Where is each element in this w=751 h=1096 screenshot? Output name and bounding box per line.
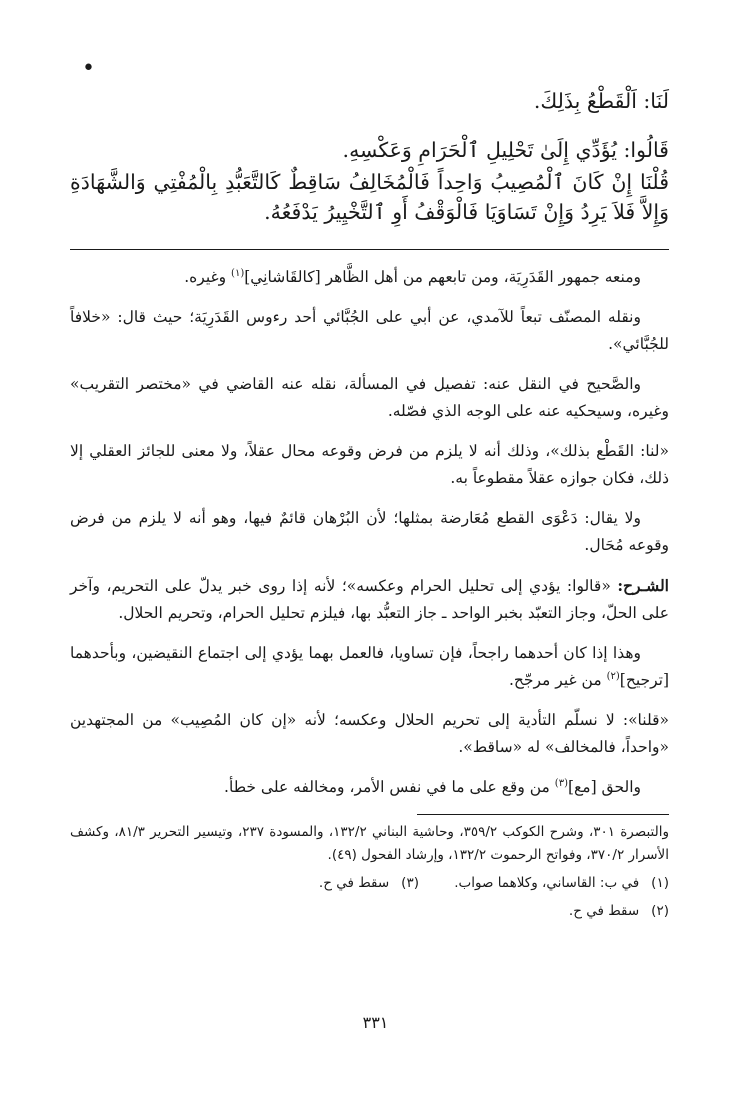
footnote-ref-1: (١) (231, 267, 245, 279)
commentary-paragraph-1: ومنعه جمهور القَدَرِيَة، ومن تابعهم من أهل الظَّاهر [كالقَاشانِي]$^{(١)}$ وغيره. (184, 267, 641, 286)
section-divider (70, 249, 669, 250)
footnote-3: (٣)سقط في ح. (318, 875, 419, 891)
commentary-paragraph-9: والحق [مع]$^{(٣)}$ من وقع على ما في نفس الأمر، ومخالفه على خطأ. (224, 777, 641, 796)
footnote-row-1 (70, 871, 669, 895)
footnote-1: (١)في ب: القاساني، وكلاهما صواب. (454, 875, 669, 891)
commentary-paragraph-4: «لنا: القَطْع بذلك»، وذلك أنه لا يلزم من فرض وقوعه محال عقلاً، ولا معنى للجائز العقلي إلا ذلك، فكان جوازه عقلاً مقطوعاً به. (70, 442, 669, 487)
commentary-paragraph-7: وهذا إذا كان أحدهما راجحاً، فإن تساويا، فالعمل بهما يؤدي إلى اجتماع النقيضين، وبأحدهما [ترجيح]$^{(٢)}$ من غير مرجّح. (70, 644, 669, 689)
footnote-divider (417, 814, 669, 815)
matn-line-3: قُلْنَا إِنْ كَانَ ٱلْمُصِيبُ وَاحِداً فَالْمُخَالِفُ سَاقِطٌ كَالتَّعَبُّدِ بِالْمُفْتِي وَالشَّهَادَةِ وَإِلاَّ فَلاَ يَرِدُ وَإِنْ تَسَاوَيَا فَالْوَقْفُ أَوِ ٱلتَّخْيِيرُ يَدْفَعُهُ. (70, 170, 669, 224)
commentary-paragraph-3: والصَّحيح في النقل عنه: تفصيل في المسألة، نقله عنه القاضي في «مختصر التقريب» وغيره، وسيحكيه عنه على الوجه الذي فصّله. (70, 375, 669, 420)
commentary-paragraph-6: الشـرح: «قالوا: يؤدي إلى تحليل الحرام وعكسه»؛ لأنه إذا روى خبر يدلّ على التحريم، وآخر على الحلّ، وجاز التعبّد بخبر الواحد ـ جاز التعبُّد بها، فيلزم تحليل الحرام، وتحريم الحلال. (70, 576, 669, 622)
commentary-paragraph-8: «قلنا»: لا نسلّم التأدية إلى تحريم الحلال وعكسه؛ لأنه «إن كان المُصِيب» من المجتهدين «واحداً، فالمخالف» له «ساقط». (70, 711, 669, 756)
footnote-continued: والتبصرة ٣٠١، وشرح الكوكب ٣٥٩/٢، وحاشية البناني ١٣٢/٢، والمسودة ٢٣٧، وتيسير التحرير ٨١/٣، وكشف الأسرار ٣٧٠/٢، وفواتح الرحموت ١٣٢/٢، وإرشاد الفحول (٤٩). (70, 824, 669, 863)
sharh-label: الشـرح: (617, 576, 669, 595)
footnote-ref-3: (٣) (554, 777, 568, 789)
matn-line-1: لَنَا: اَلْقَطْعُ بِذَلِكَ. (533, 89, 669, 113)
footnote-ref-2: (٢) (606, 670, 620, 682)
page-number: ٣٣١ (362, 1013, 389, 1032)
commentary-paragraph-2: ونقله المصنّف تبعاً للآمدي، عن أبي على الجُبَّائي أحد رءوس القَدَرِيَة؛ حيث قال: «خلافاً للجُبَّائي». (70, 308, 669, 353)
footnote-row-2 (70, 899, 669, 923)
matn-section (70, 0, 669, 227)
footnote-2: (٢)سقط في ح. (568, 903, 669, 919)
commentary-paragraph-5: ولا يقال: دَعْوَى القطع مُعَارضة بمثلها؛ لأن البُرْهان قائمٌ فيها، وهو أنه لا يلزم من فرض وقوعه مُحَال. (70, 509, 669, 554)
margin-dot: • (82, 56, 95, 81)
matn-line-2: قَالُوا: يُؤَدِّي إِلَىٰ تَحْلِيلِ ٱلْحَرَامِ وَعَكْسِهِ. (342, 138, 669, 162)
commentary-section (70, 264, 669, 801)
footnotes (70, 821, 669, 923)
